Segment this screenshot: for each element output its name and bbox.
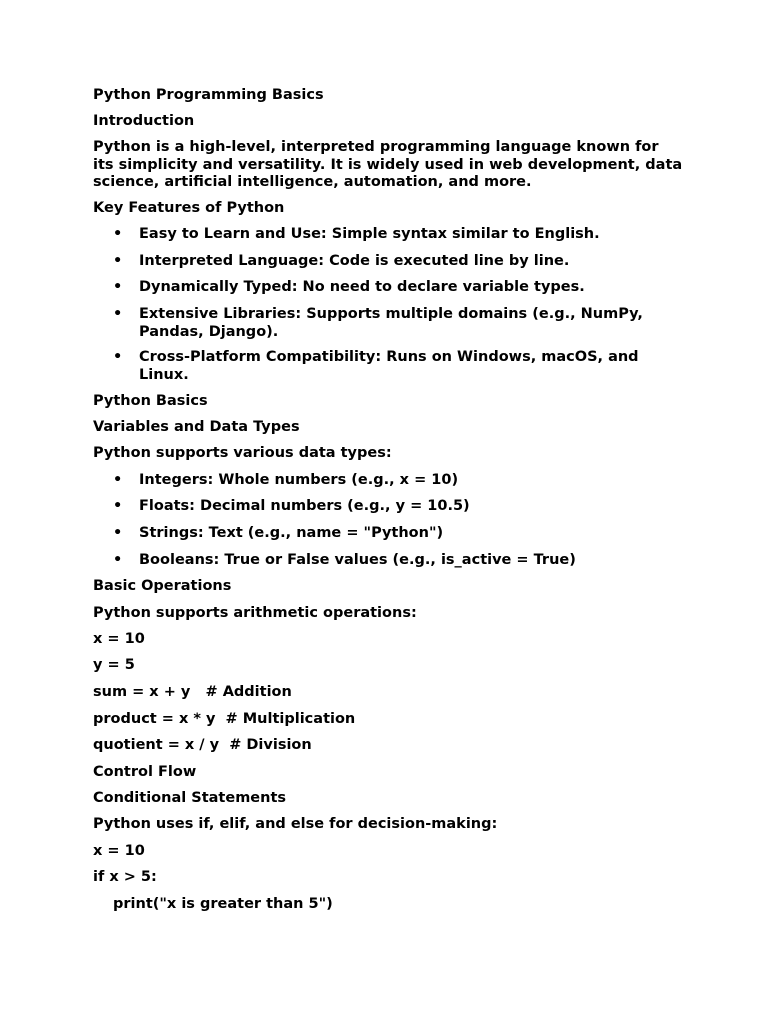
list-item-text: Interpreted Language: Code is executed line by line. bbox=[139, 253, 570, 269]
conditional-intro: Python uses if, elif, and else for decision-making: bbox=[93, 816, 498, 832]
list-item-text: Integers: Whole numbers (e.g., x = 10) bbox=[139, 472, 459, 488]
bullet-icon: • bbox=[113, 253, 123, 269]
code-line: y = 5 bbox=[93, 657, 135, 673]
bullet-icon: • bbox=[113, 552, 123, 568]
bullet-icon: • bbox=[113, 349, 123, 365]
basics-heading: Python Basics bbox=[93, 393, 208, 409]
code-line: sum = x + y # Addition bbox=[93, 684, 292, 700]
code-line: x = 10 bbox=[93, 843, 145, 859]
bullet-icon: • bbox=[113, 306, 123, 322]
operations-intro: Python supports arithmetic operations: bbox=[93, 605, 417, 621]
list-item-text: Dynamically Typed: No need to declare variable types. bbox=[139, 279, 585, 295]
control-flow-heading: Control Flow bbox=[93, 764, 197, 780]
bullet-icon: • bbox=[113, 279, 123, 295]
conditional-heading: Conditional Statements bbox=[93, 790, 287, 806]
bullet-icon: • bbox=[113, 472, 123, 488]
code-line: if x > 5: bbox=[93, 869, 157, 885]
variables-heading: Variables and Data Types bbox=[93, 419, 300, 435]
list-item-text: Cross-Platform Compatibility: Runs on Windows, macOS, and Linux. bbox=[139, 349, 639, 383]
code-line: print("x is greater than 5") bbox=[113, 896, 333, 912]
code-line: x = 10 bbox=[93, 631, 145, 647]
bullet-icon: • bbox=[113, 525, 123, 541]
features-heading: Key Features of Python bbox=[93, 200, 285, 216]
list-item-text: Strings: Text (e.g., name = "Python") bbox=[139, 525, 444, 541]
bullet-icon: • bbox=[113, 226, 123, 242]
code-line: quotient = x / y # Division bbox=[93, 737, 312, 753]
list-item-text: Floats: Decimal numbers (e.g., y = 10.5) bbox=[139, 498, 470, 514]
list-item-text: Booleans: True or False values (e.g., is_active = True) bbox=[139, 552, 576, 568]
data-types-intro: Python supports various data types: bbox=[93, 445, 392, 461]
list-item-text: Easy to Learn and Use: Simple syntax similar to English. bbox=[139, 226, 600, 242]
operations-heading: Basic Operations bbox=[93, 578, 232, 594]
intro-heading: Introduction bbox=[93, 113, 195, 129]
code-line: product = x * y # Multiplication bbox=[93, 711, 356, 727]
bullet-icon: • bbox=[113, 498, 123, 514]
document-title: Python Programming Basics bbox=[93, 87, 324, 103]
list-item-text: Extensive Libraries: Supports multiple domains (e.g., NumPy, Pandas, Django). bbox=[139, 306, 643, 340]
intro-paragraph: Python is a high-level, interpreted programming language known for its simplicity and versatility. It is widely used in web development, data science, artificial intelligence, automation, and more. bbox=[93, 139, 683, 190]
